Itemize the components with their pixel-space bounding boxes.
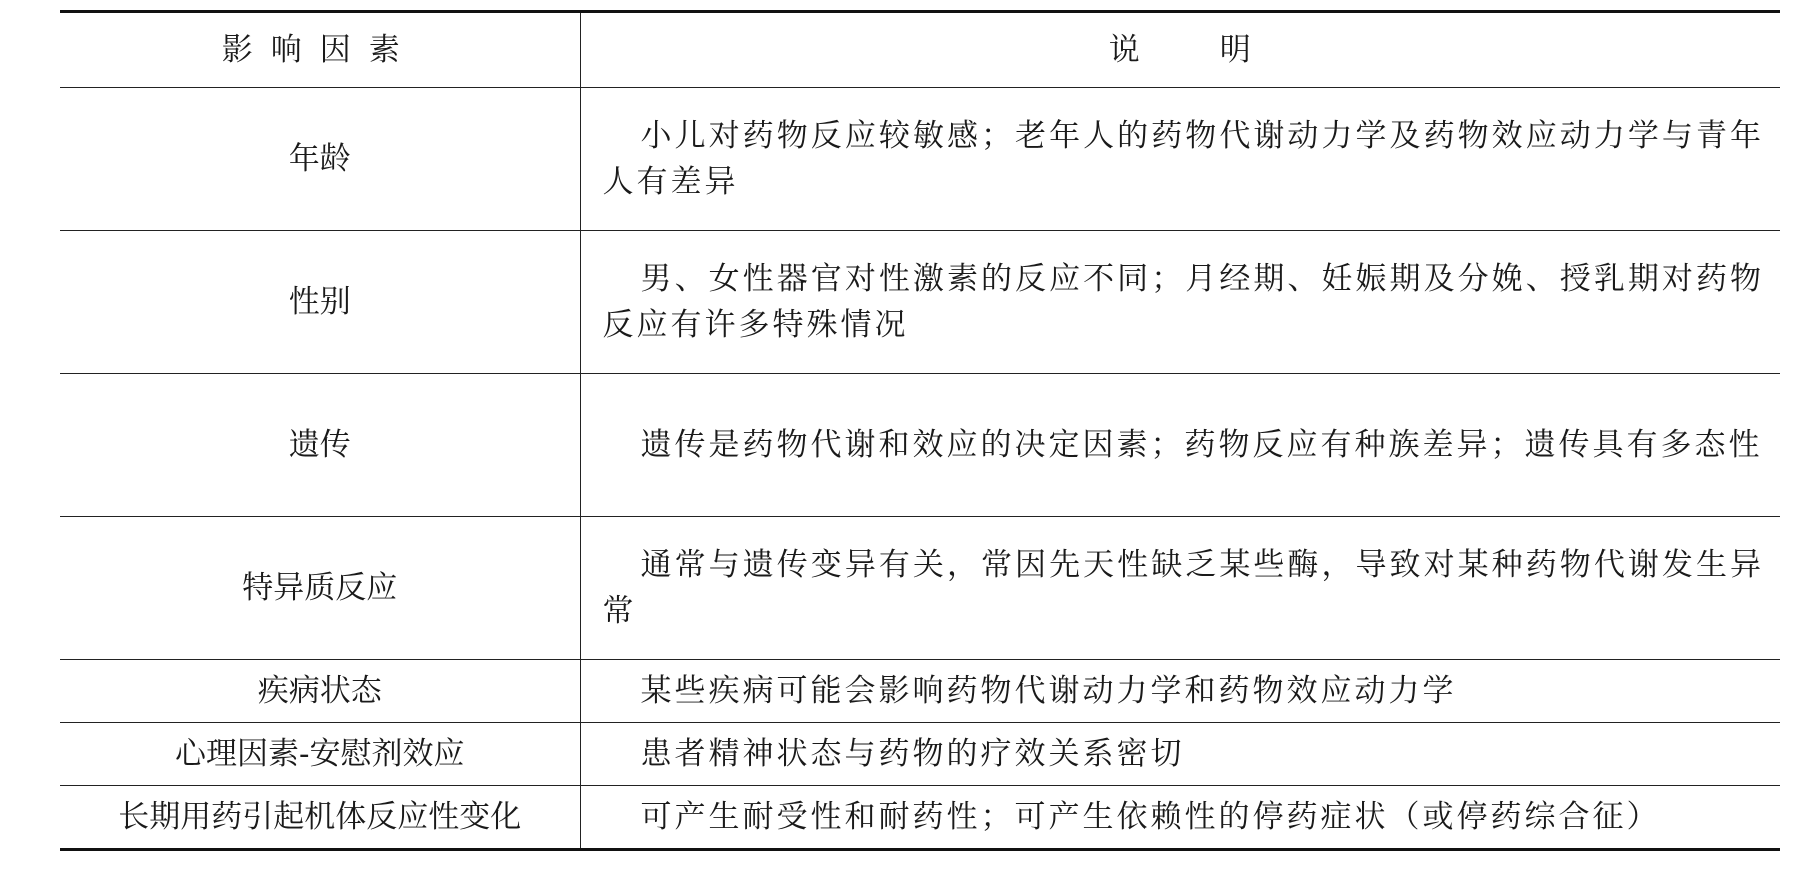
factors-table	[60, 10, 1780, 851]
description-text: 可产生耐受性和耐药性；可产生依赖性的停药症状（或停药综合征）	[640, 799, 1661, 835]
factor-cell: 心理因素-安慰剂效应	[60, 723, 580, 786]
factor-cell: 特异质反应	[60, 517, 580, 660]
description-cell	[580, 660, 1780, 723]
description-text: 小儿对药物反应较敏感；老年人的药物代谢动力学及药物效应动力学与青年人有差异	[602, 118, 1764, 200]
factor-cell: 年龄	[60, 88, 580, 231]
factors-table-container	[60, 10, 1780, 851]
table-row	[60, 517, 1780, 660]
factor-cell: 疾病状态	[60, 660, 580, 723]
description-text: 男、女性器官对性激素的反应不同；月经期、妊娠期及分娩、授乳期对药物反应有许多特殊情况	[602, 261, 1764, 343]
table-row	[60, 374, 1780, 517]
description-cell	[580, 517, 1780, 660]
description-text: 遗传是药物代谢和效应的决定因素；药物反应有种族差异；遗传具有多态性	[640, 427, 1763, 463]
description-cell	[580, 723, 1780, 786]
column-header-factor: 影响因素	[60, 12, 580, 88]
description-cell	[580, 786, 1780, 850]
table-row	[60, 231, 1780, 374]
column-header-description: 说明	[580, 12, 1780, 88]
description-text: 患者精神状态与药物的疗效关系密切	[640, 736, 1185, 772]
factor-cell: 遗传	[60, 374, 580, 517]
table-row	[60, 786, 1780, 850]
description-cell	[580, 374, 1780, 517]
table-row	[60, 88, 1780, 231]
table-row	[60, 723, 1780, 786]
table-header-row	[60, 12, 1780, 88]
description-cell	[580, 88, 1780, 231]
description-cell	[580, 231, 1780, 374]
description-text: 通常与遗传变异有关，常因先天性缺乏某些酶，导致对某种药物代谢发生异常	[602, 547, 1764, 629]
factor-cell: 性别	[60, 231, 580, 374]
factor-cell: 长期用药引起机体反应性变化	[60, 786, 580, 850]
description-text: 某些疾病可能会影响药物代谢动力学和药物效应动力学	[640, 673, 1457, 709]
table-row	[60, 660, 1780, 723]
